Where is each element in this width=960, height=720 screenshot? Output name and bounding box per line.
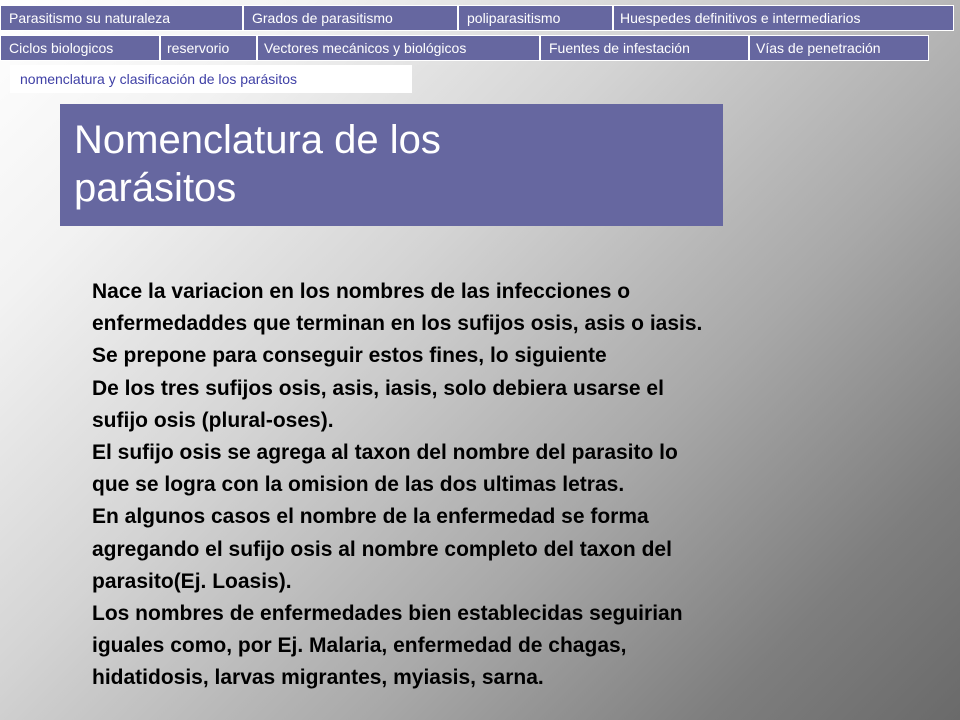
body-line: agregando el sufijo osis al nombre completo del taxon del <box>92 537 672 561</box>
body-line: Nace la variacion en los nombres de las infecciones o <box>92 280 631 303</box>
body-line: sufijo osis (plural-oses). <box>92 408 334 432</box>
nav-button-vectores[interactable]: Vectores mecánicos y biológicos <box>257 35 540 61</box>
body-line: enfermedaddes que terminan en los sufijos osis, asis o iasis. <box>92 312 703 336</box>
nav-button-poliparasitismo[interactable]: poliparasitismo <box>458 5 613 31</box>
nav-button-huespedes[interactable]: Huespedes definitivos e intermediarios <box>613 5 954 31</box>
nav-button-grados-de-parasitismo[interactable]: Grados de parasitismo <box>243 5 458 31</box>
nav-button-ciclos-biologicos[interactable]: Ciclos biologicos <box>0 35 160 61</box>
nav-row-1 <box>0 5 954 31</box>
nav-button-reservorio[interactable]: reservorio <box>160 35 257 61</box>
page-title: Nomenclatura de los parásitos <box>74 118 441 210</box>
subtab-nomenclatura[interactable]: nomenclatura y clasificación de los parásitos <box>10 65 412 93</box>
body-line: iguales como, por Ej. Malaria, enfermedad de chagas, <box>92 634 627 658</box>
nav-row-2 <box>0 35 929 61</box>
body-line: Se prepone para conseguir estos fines, lo siguiente <box>92 344 607 368</box>
body-line: El sufijo osis se agrega al taxon del nombre del parasito lo <box>92 441 678 465</box>
body-line: Los nombres de enfermedades bien establecidas seguirian <box>92 602 683 626</box>
nav-button-parasitismo-su-naturaleza[interactable]: Parasitismo su naturaleza <box>0 5 243 31</box>
body-text <box>92 276 892 695</box>
body-line: que se logra con la omision de las dos ultimas letras. <box>92 473 625 497</box>
title-box <box>60 104 723 226</box>
nav-button-vias-de-penetracion[interactable]: Vías de penetración <box>749 35 929 61</box>
body-line: hidatidosis, larvas migrantes, myiasis, sarna. <box>92 666 544 690</box>
body-line: En algunos casos el nombre de la enfermedad se forma <box>92 505 649 529</box>
body-line: De los tres sufijos osis, asis, iasis, solo debiera usarse el <box>92 376 664 400</box>
body-line: parasito(Ej. Loasis). <box>92 569 292 593</box>
nav-button-fuentes-de-infestacion[interactable]: Fuentes de infestación <box>540 35 749 61</box>
